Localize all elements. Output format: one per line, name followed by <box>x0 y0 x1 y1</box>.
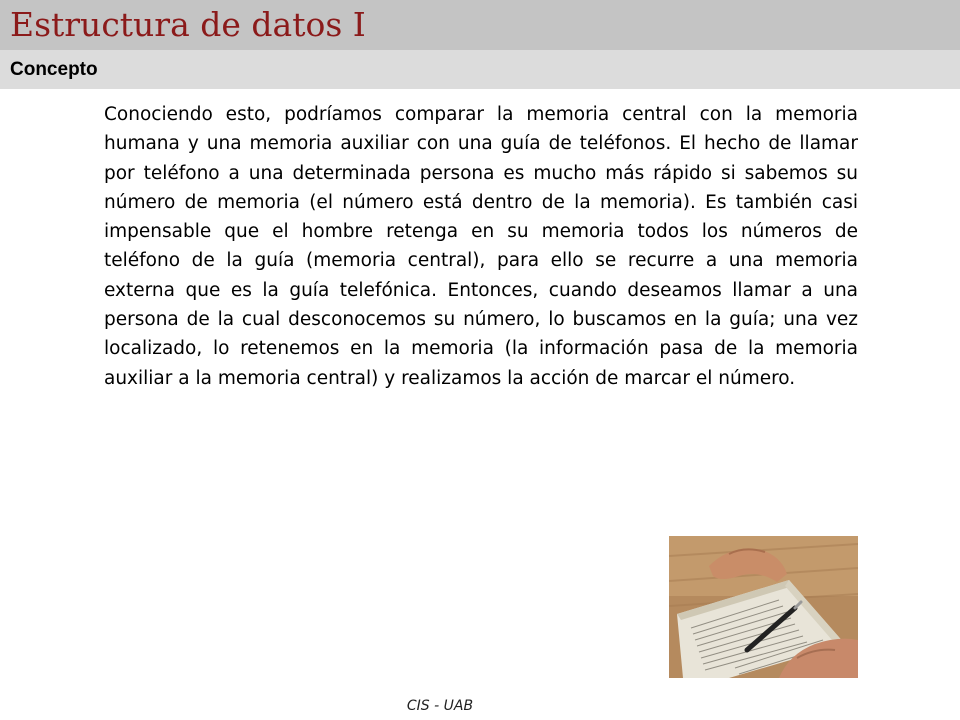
phone-book-photo <box>669 536 858 678</box>
footer-text: CIS - UAB <box>406 698 474 714</box>
slide-subtitle: Concepto <box>10 59 98 80</box>
slide-title: Estructura de datos I <box>10 5 366 44</box>
subtitle-bar <box>0 50 960 89</box>
body-paragraph: Conociendo esto, podríamos comparar la memoria central con la memoria humana y una memoria auxiliar con una guía de teléfonos. El hecho de llamar por teléfono a una determinada persona es mucho más rápido si sabemos su número de memoria (el número está dentro de la memoria). Es también casi impensable que el hombre retenga en su memoria todos los números de teléfono de la guía (memoria central), para ello se recurre a una memoria externa que es la guía telefónica. Entonces, cuando deseamos llamar a una persona de la cual desconocemos su número, lo buscamos en la guía; una vez localizado, lo retenemos en la memoria (la información pasa de la memoria auxiliar a la memoria central) y realizamos la acción de marcar el número. <box>104 104 858 389</box>
